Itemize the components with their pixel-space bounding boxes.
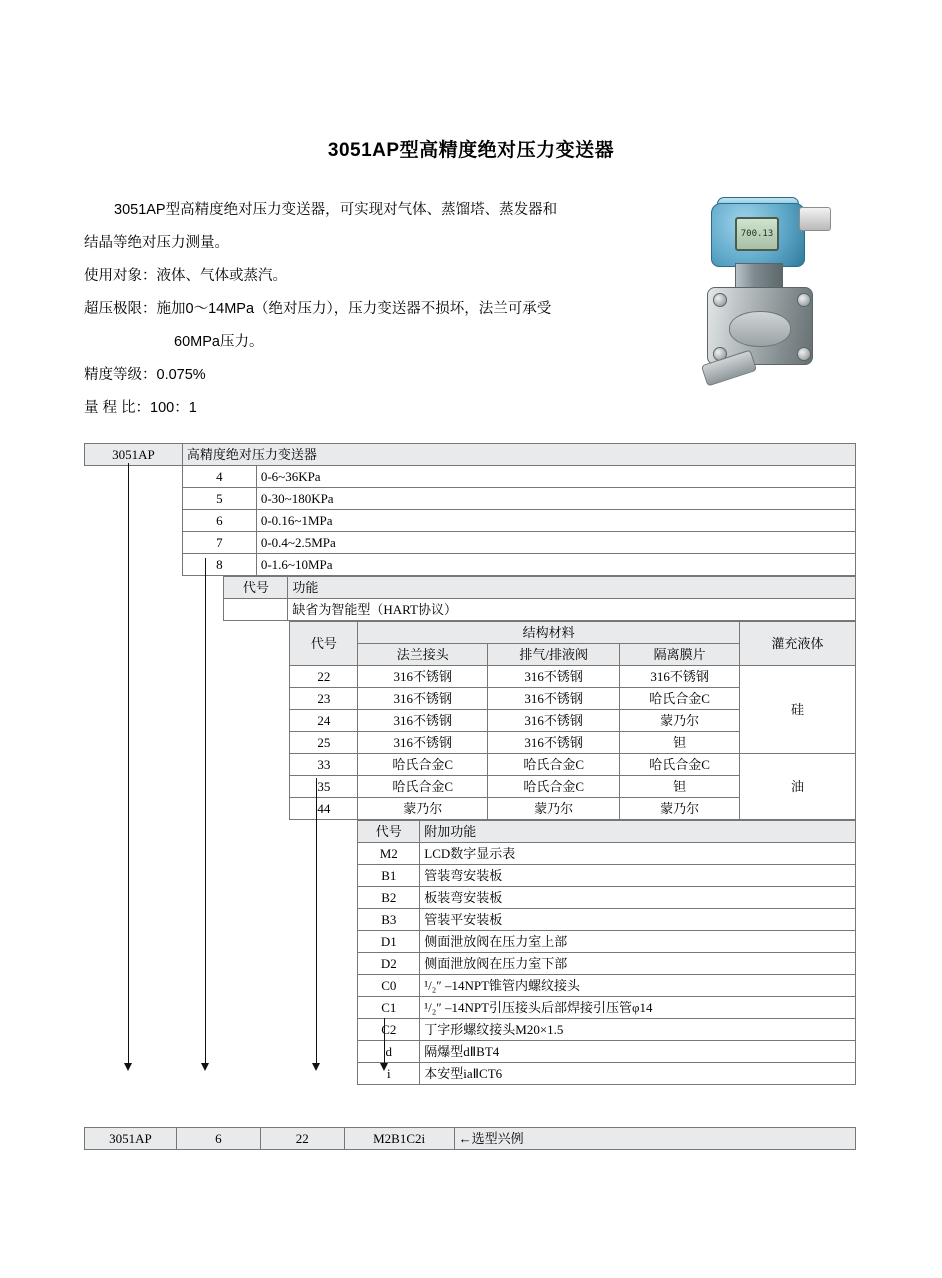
table-row bbox=[85, 532, 856, 554]
addon-code: B1 bbox=[358, 865, 420, 887]
material-col-flange: 法兰接头 bbox=[358, 644, 488, 666]
intro-text bbox=[84, 194, 614, 425]
flange-bolt-icon bbox=[713, 293, 727, 307]
lcd-display: 700.13 bbox=[735, 217, 779, 251]
material-col-diaphragm: 隔离膜片 bbox=[620, 644, 740, 666]
model-code: 3051AP bbox=[85, 444, 183, 466]
material-code: 24 bbox=[290, 710, 358, 732]
table-row bbox=[84, 909, 856, 931]
material-valve: 316不锈钢 bbox=[488, 732, 620, 754]
table-row bbox=[84, 843, 856, 865]
addon-code-header: 代号 bbox=[358, 821, 420, 843]
fill-liquid-header: 灌充液体 bbox=[740, 622, 856, 666]
addon-code: d bbox=[358, 1041, 420, 1063]
arrow-spacer bbox=[84, 1085, 858, 1127]
flange-bolt-icon bbox=[797, 293, 811, 307]
material-code: 35 bbox=[290, 776, 358, 798]
addon-desc: 侧面泄放阀在压力室上部 bbox=[420, 931, 856, 953]
material-flange: 316不锈钢 bbox=[358, 688, 488, 710]
range-code: 6 bbox=[182, 510, 256, 532]
addon-code: C2 bbox=[358, 1019, 420, 1041]
table-row bbox=[84, 577, 856, 599]
connector-line-addon bbox=[384, 1018, 385, 1063]
addon-code: C0 bbox=[358, 975, 420, 997]
table-row bbox=[84, 754, 856, 776]
material-code: 33 bbox=[290, 754, 358, 776]
material-flange: 哈氏合金C bbox=[358, 754, 488, 776]
material-diaphragm: 蒙乃尔 bbox=[620, 798, 740, 820]
material-diaphragm: 316不锈钢 bbox=[620, 666, 740, 688]
range-desc: 0-1.6~10MPa bbox=[256, 554, 855, 576]
addon-code: M2 bbox=[358, 843, 420, 865]
table-row bbox=[84, 931, 856, 953]
material-valve: 316不锈钢 bbox=[488, 710, 620, 732]
addon-desc: 侧面泄放阀在压力室下部 bbox=[420, 953, 856, 975]
table-row bbox=[84, 953, 856, 975]
material-diaphragm: 钽 bbox=[620, 732, 740, 754]
material-diaphragm: 钽 bbox=[620, 776, 740, 798]
intro-line-3: 使用对象：液体、气体或蒸汽。 bbox=[84, 268, 287, 284]
range-desc: 0-0.16~1MPa bbox=[256, 510, 855, 532]
connector-arrow-addon bbox=[380, 1063, 388, 1071]
material-valve: 哈氏合金C bbox=[488, 754, 620, 776]
material-valve: 哈氏合金C bbox=[488, 776, 620, 798]
material-code: 25 bbox=[290, 732, 358, 754]
table-row bbox=[84, 887, 856, 909]
material-flange: 蒙乃尔 bbox=[358, 798, 488, 820]
range-code: 5 bbox=[182, 488, 256, 510]
function-block bbox=[84, 576, 856, 621]
addon-code: D1 bbox=[358, 931, 420, 953]
addon-desc: LCD数字显示表 bbox=[420, 843, 856, 865]
intro-line-2: 结晶等绝对压力测量。 bbox=[84, 235, 229, 251]
example-addon: M2B1C2i bbox=[344, 1128, 454, 1150]
flange-face bbox=[729, 311, 791, 347]
function-code bbox=[224, 599, 288, 621]
table-row bbox=[85, 444, 856, 466]
function-code-header: 代号 bbox=[224, 577, 288, 599]
table-row bbox=[85, 510, 856, 532]
pressure-transmitter-photo bbox=[673, 195, 858, 400]
material-valve: 316不锈钢 bbox=[488, 688, 620, 710]
material-code: 23 bbox=[290, 688, 358, 710]
range-desc: 0-30~180KPa bbox=[256, 488, 855, 510]
material-valve: 蒙乃尔 bbox=[488, 798, 620, 820]
fill-liquid-value: 硅 bbox=[740, 666, 856, 754]
connector-line-range bbox=[205, 558, 206, 1063]
table-row bbox=[84, 1019, 856, 1041]
connector-line-material bbox=[316, 778, 317, 1063]
material-flange: 316不锈钢 bbox=[358, 732, 488, 754]
addon-desc: 本安型iaⅡCT6 bbox=[420, 1063, 856, 1085]
flange-bolt-icon bbox=[797, 347, 811, 361]
table-row bbox=[84, 666, 856, 688]
connector-arrow-model bbox=[124, 1063, 132, 1071]
addon-desc: 管装平安装板 bbox=[420, 909, 856, 931]
range-code: 4 bbox=[182, 466, 256, 488]
addon-desc: 板装弯安装板 bbox=[420, 887, 856, 909]
table-row bbox=[84, 622, 856, 644]
table-row bbox=[84, 997, 856, 1019]
function-desc: 缺省为智能型（HART协议） bbox=[288, 599, 856, 621]
range-desc: 0-6~36KPa bbox=[256, 466, 855, 488]
material-group-title: 结构材料 bbox=[358, 622, 740, 644]
table-row bbox=[85, 554, 856, 576]
function-name-header: 功能 bbox=[288, 577, 856, 599]
table-row bbox=[85, 1128, 856, 1150]
addon-desc: 丁字形螺纹接头M20×1.5 bbox=[420, 1019, 856, 1041]
addon-code: C1 bbox=[358, 997, 420, 1019]
example-range: 6 bbox=[176, 1128, 260, 1150]
material-code: 44 bbox=[290, 798, 358, 820]
addon-code: i bbox=[358, 1063, 420, 1085]
fill-liquid-value: 油 bbox=[740, 754, 856, 820]
intro-line-1: 3051AP型高精度绝对压力变送器，可实现对气体、蒸馏塔、蒸发器和 bbox=[114, 202, 558, 218]
example-note: ←选型兴例 bbox=[454, 1128, 855, 1150]
range-code: 8 bbox=[182, 554, 256, 576]
material-col-valve: 排气/排液阀 bbox=[488, 644, 620, 666]
model-description: 高精度绝对压力变送器 bbox=[182, 444, 855, 466]
intro-line-6: 精度等级：0.075% bbox=[84, 367, 206, 383]
addon-desc: 隔爆型dⅡBT4 bbox=[420, 1041, 856, 1063]
material-flange: 哈氏合金C bbox=[358, 776, 488, 798]
connector-line-model bbox=[128, 463, 129, 1063]
addon-code: B2 bbox=[358, 887, 420, 909]
table-row bbox=[85, 466, 856, 488]
addon-desc: ¹/₂″ –14NPT引压接头后部焊接引压管φ14 bbox=[420, 997, 856, 1019]
intro-line-4: 超压极限：施加0～14MPa（绝对压力），压力变送器不损坏，法兰可承受 bbox=[84, 301, 552, 317]
table-row bbox=[85, 488, 856, 510]
range-desc: 0-0.4~2.5MPa bbox=[256, 532, 855, 554]
material-diaphragm: 哈氏合金C bbox=[620, 688, 740, 710]
addon-code: B3 bbox=[358, 909, 420, 931]
material-diaphragm: 蒙乃尔 bbox=[620, 710, 740, 732]
table-row bbox=[84, 865, 856, 887]
table-row bbox=[84, 599, 856, 621]
material-diaphragm: 哈氏合金C bbox=[620, 754, 740, 776]
intro-line-7: 量 程 比：100：1 bbox=[84, 400, 197, 416]
table-row bbox=[84, 1041, 856, 1063]
connector-arrow-material bbox=[312, 1063, 320, 1071]
page-title: 3051AP型高精度绝对压力变送器 bbox=[327, 140, 615, 161]
addon-desc: ¹/₂″ –14NPT锥管内螺纹接头 bbox=[420, 975, 856, 997]
example-row-block bbox=[84, 1127, 856, 1150]
addon-block bbox=[84, 820, 856, 1085]
material-valve: 316不锈钢 bbox=[488, 666, 620, 688]
addon-desc: 管装弯安装板 bbox=[420, 865, 856, 887]
example-material: 22 bbox=[260, 1128, 344, 1150]
addon-name-header: 附加功能 bbox=[420, 821, 856, 843]
connector-arrow-range bbox=[201, 1063, 209, 1071]
model-range-block bbox=[84, 443, 856, 576]
material-flange: 316不锈钢 bbox=[358, 710, 488, 732]
intro-line-5: 60MPa压力。 bbox=[174, 334, 264, 350]
material-code-header: 代号 bbox=[290, 622, 358, 666]
material-code: 22 bbox=[290, 666, 358, 688]
range-code: 7 bbox=[182, 532, 256, 554]
material-flange: 316不锈钢 bbox=[358, 666, 488, 688]
material-block bbox=[84, 621, 856, 820]
addon-code: D2 bbox=[358, 953, 420, 975]
example-model: 3051AP bbox=[85, 1128, 177, 1150]
table-row bbox=[84, 975, 856, 997]
conduit-connector bbox=[799, 207, 831, 231]
selection-table bbox=[84, 443, 858, 1150]
table-row bbox=[84, 821, 856, 843]
